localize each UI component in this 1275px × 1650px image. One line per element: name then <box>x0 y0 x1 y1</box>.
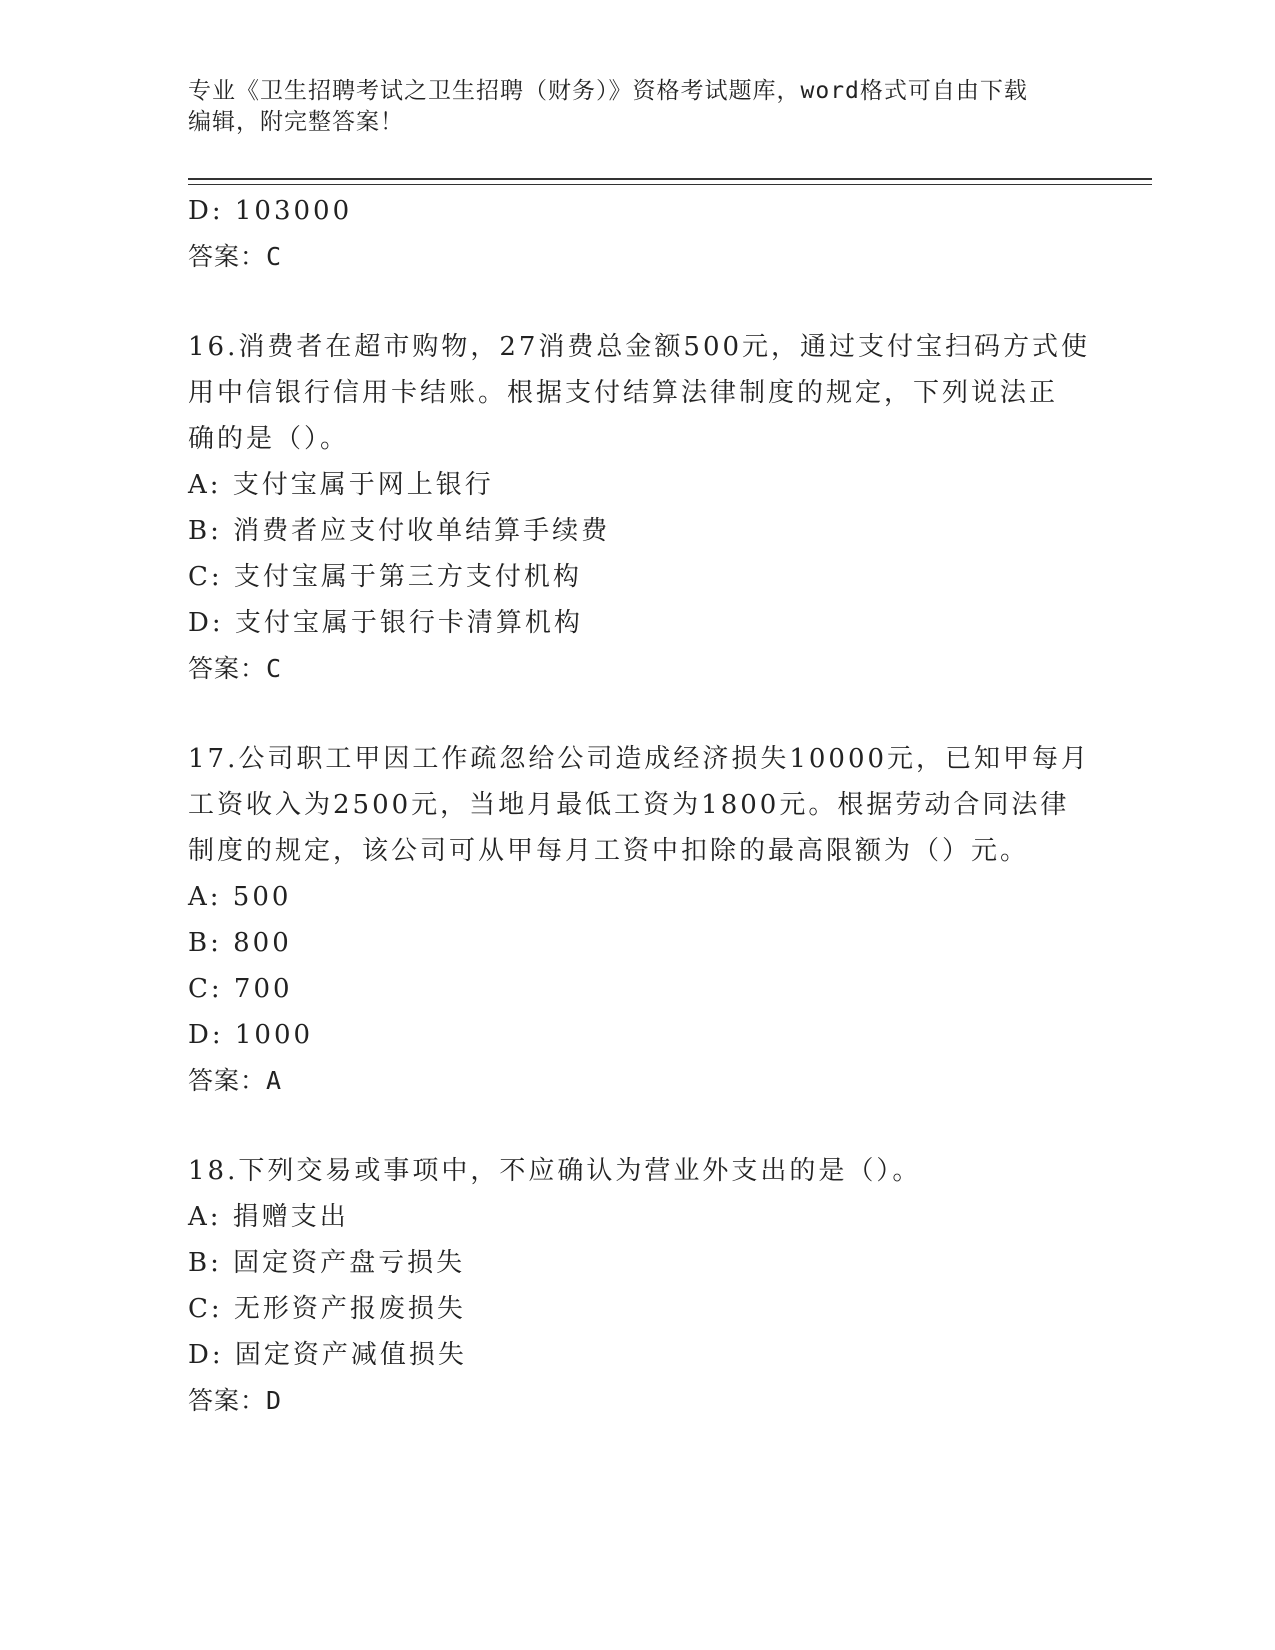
option-b: B: 固定资产盘亏损失 <box>188 1248 466 1278</box>
question-16 <box>188 324 1091 692</box>
answer-line: 答案：A <box>188 1066 283 1095</box>
option-a: A: 500 <box>188 882 292 912</box>
option-c: C: 支付宝属于第三方支付机构 <box>188 562 582 592</box>
spacer <box>188 1104 1088 1148</box>
option-b: B: 消费者应支付收单结算手续费 <box>188 516 611 546</box>
option-a: A: 支付宝属于网上银行 <box>188 470 494 500</box>
answer-line: 答案：C <box>188 654 283 683</box>
option-d: D: 固定资产减值损失 <box>188 1340 467 1370</box>
option-b: B: 800 <box>188 928 292 958</box>
header-rule-thin <box>188 184 1152 185</box>
option-c: C: 无形资产报废损失 <box>188 1294 466 1324</box>
option-d: D: 1000 <box>188 1020 314 1050</box>
document-body <box>188 188 1091 1424</box>
option-a: A: 捐赠支出 <box>188 1202 349 1232</box>
question-stem-line: 制度的规定，该公司可从甲每月工资中扣除的最高限额为（）元。 <box>188 836 1030 866</box>
question-stem-line: 工资收入为2500元，当地月最低工资为1800元。根据劳动合同法律 <box>188 790 1070 820</box>
header-rule-thick <box>188 178 1152 180</box>
header-line-2: 编辑，附完整答案！ <box>188 109 404 135</box>
option-d: D: 支付宝属于银行卡清算机构 <box>188 608 583 638</box>
header-line-1: 专业《卫生招聘考试之卫生招聘（财务）》资格考试题库，word格式可自由下载 <box>188 78 1028 104</box>
spacer <box>188 280 1088 324</box>
option-c: C: 700 <box>188 974 293 1004</box>
prev-question-option-d: D: 103000 <box>188 196 353 226</box>
spacer <box>188 692 1088 736</box>
question-stem-line: 17.公司职工甲因工作疏忽给公司造成经济损失10000元，已知甲每月 <box>188 744 1091 774</box>
document-header <box>188 76 1088 138</box>
question-17 <box>188 736 1091 1104</box>
question-stem-line: 16.消费者在超市购物，27消费总金额500元，通过支付宝扫码方式使 <box>188 332 1091 362</box>
prev-question-answer: 答案：C <box>188 242 283 271</box>
question-stem-line: 确的是（）。 <box>188 424 350 454</box>
question-stem-line: 18.下列交易或事项中，不应确认为营业外支出的是（）。 <box>188 1156 922 1186</box>
answer-line: 答案：D <box>188 1386 283 1415</box>
question-stem-line: 用中信银行信用卡结账。根据支付结算法律制度的规定，下列说法正 <box>188 378 1059 408</box>
question-18 <box>188 1148 1088 1424</box>
